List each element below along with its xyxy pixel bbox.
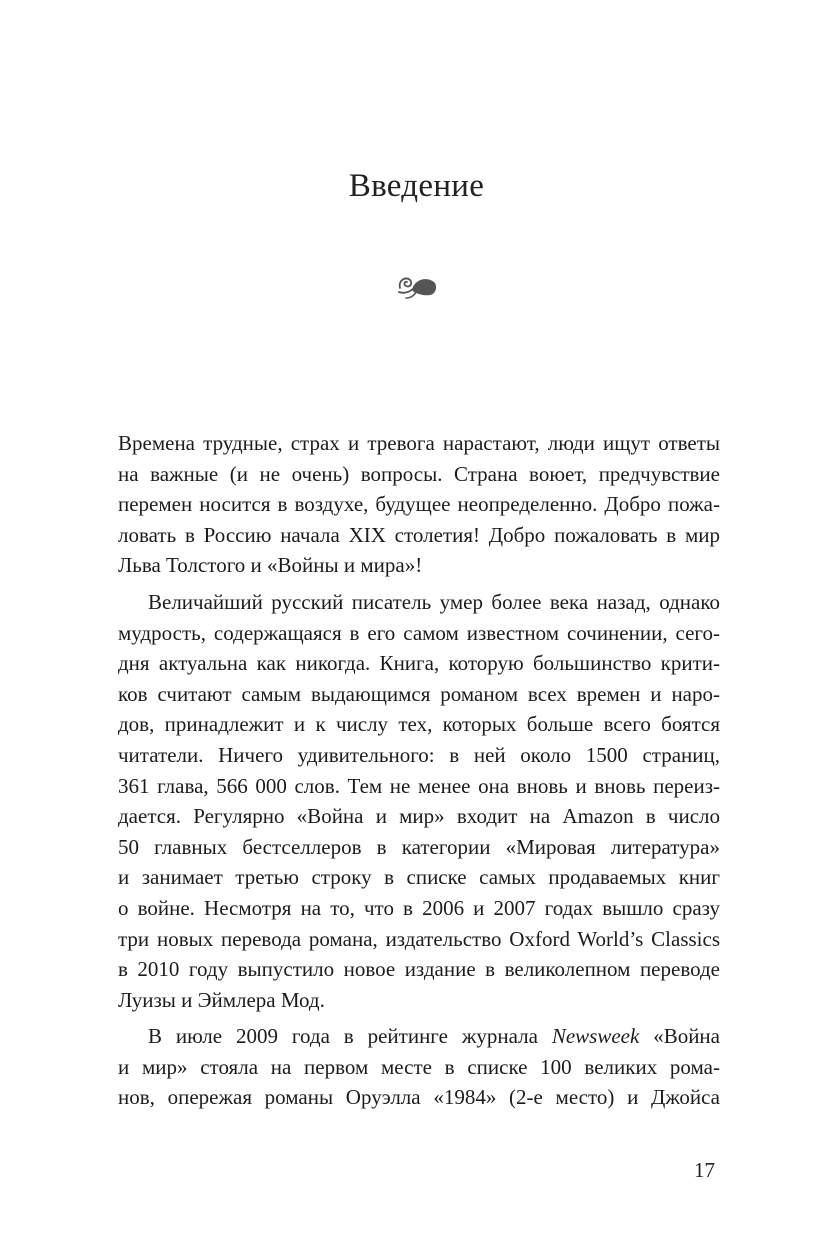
- text-line: на важные (и не очень) вопросы. Страна воюет, предчувствие: [118, 461, 720, 486]
- text-line: мудрость, содержащаяся в его самом известном сочинении, сего-: [118, 620, 720, 645]
- chapter-title: Введение: [348, 168, 485, 204]
- text-line: читатели. Ничего удивительного: в ней около 1500 страниц,: [118, 742, 720, 767]
- body-text: [118, 428, 720, 1113]
- text-line: Луизы и Эймлера Мод.: [118, 987, 325, 1012]
- text-line: ков считают самым выдающимся романом всех времен и наро-: [118, 681, 720, 706]
- text-line: 50 главных бестселлеров в категории «Мировая литература»: [118, 834, 720, 859]
- text-line: перемен носится в воздухе, будущее неопределенно. Добро пожа-: [118, 492, 720, 517]
- paragraph-1: [118, 428, 720, 581]
- paragraph-2: [118, 587, 720, 1015]
- text-line: и мир» стояла на первом месте в списке 100 великих рома-: [118, 1054, 720, 1079]
- text-line: Льва Толстого и «Войны и мира»!: [118, 553, 423, 578]
- text-line: о войне. Несмотря на то, что в 2006 и 2007 годах вышло сразу: [118, 895, 720, 920]
- text-line: дов, принадлежит и к числу тех, которых больше всего боятся: [118, 712, 720, 737]
- text-line: и занимает третью строку в списке самых продаваемых книг: [118, 865, 720, 890]
- text-line: [118, 1021, 720, 1052]
- text-line: Времена трудные, страх и тревога нарастают, люди ищут ответы: [118, 431, 720, 455]
- page-number: 17: [694, 1158, 715, 1182]
- text-line: нов, опережая романы Оруэлла «1984» (2-е место) и Джойса: [118, 1085, 720, 1110]
- text-line: Величайший русский писатель умер более века назад, однако: [148, 589, 720, 614]
- magazine-title: Newsweek: [551, 1024, 640, 1049]
- text-line: дня актуальна как никогда. Книга, которую большинство крити-: [118, 651, 720, 676]
- text-fragment: В июле 2009 года в рейтинге журнала: [148, 1024, 552, 1049]
- paragraph-3: [118, 1021, 720, 1113]
- text-fragment: «Война: [639, 1024, 720, 1049]
- text-line: три новых перевода романа, издательство Oxford World’s Classics: [118, 926, 720, 951]
- text-line: ловать в Россию начала XIX столетия! Добро пожаловать в мир: [118, 522, 720, 547]
- text-line: 361 глава, 566 000 слов. Тем не менее она вновь и вновь переиз-: [118, 773, 720, 798]
- floral-fleuron-icon: [396, 268, 440, 304]
- text-line: дается. Регулярно «Война и мир» входит на Amazon в число: [118, 804, 720, 829]
- text-line: в 2010 году выпустило новое издание в великолепном переводе: [118, 957, 720, 982]
